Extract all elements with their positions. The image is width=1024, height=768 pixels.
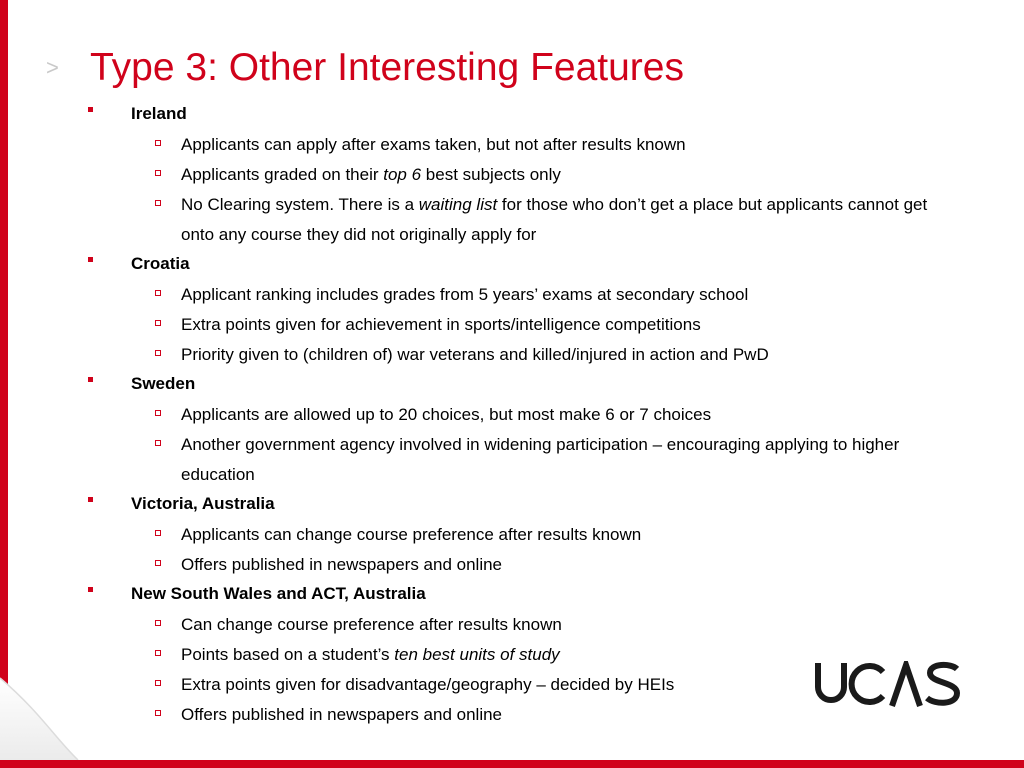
text-segment: Applicant ranking includes grades from 5 years’ exams at secondary school <box>181 285 749 304</box>
section-heading <box>0 580 1024 610</box>
text-segment: Applicants graded on their <box>181 165 384 184</box>
square-bullet-icon <box>88 497 93 502</box>
list-item-text <box>181 520 946 550</box>
list-item-text <box>181 310 946 340</box>
square-bullet-icon <box>88 257 93 262</box>
square-bullet-icon <box>88 587 93 592</box>
text-segment: for those who don’t get a place but applicants cannot get onto any course they did not originally apply for <box>181 195 928 244</box>
text-segment: Priority given to (children of) war veterans and killed/injured in action and PwD <box>181 345 769 364</box>
text-segment: Points based on a student’s <box>181 645 395 664</box>
square-bullet-icon <box>88 377 93 382</box>
bullet-list <box>0 100 1024 730</box>
list-item-text <box>181 340 946 370</box>
section-label: Ireland <box>131 104 187 123</box>
emphasis-text: ten best units of study <box>394 645 560 664</box>
list-item-text <box>181 610 946 640</box>
ucas-logo <box>814 661 964 712</box>
section-heading <box>0 490 1024 520</box>
list-item <box>0 610 1024 640</box>
text-segment: Applicants can change course preference after results known <box>181 525 642 544</box>
text-segment: Another government agency involved in widening participation – encouraging applying to higher education <box>181 435 900 484</box>
section-label: New South Wales and ACT, Australia <box>131 584 426 603</box>
text-segment: Extra points given for achievement in sports/intelligence competitions <box>181 315 701 334</box>
text-segment: Offers published in newspapers and online <box>181 555 503 574</box>
hollow-square-bullet-icon <box>155 440 161 446</box>
text-segment: Can change course preference after results known <box>181 615 562 634</box>
section-heading <box>0 100 1024 130</box>
list-item <box>0 130 1024 160</box>
square-bullet-icon <box>88 107 93 112</box>
list-item-text <box>181 550 946 580</box>
hollow-square-bullet-icon <box>155 410 161 416</box>
list-item-text <box>181 400 946 430</box>
list-item <box>0 520 1024 550</box>
list-item-text <box>181 190 946 250</box>
chevron-right-icon: > <box>46 55 59 80</box>
text-segment: Offers published in newspapers and online <box>181 705 503 724</box>
text-segment: Applicants are allowed up to 20 choices, but most make 6 or 7 choices <box>181 405 712 424</box>
text-segment: No Clearing system. There is a <box>181 195 419 214</box>
title-row <box>46 44 684 92</box>
hollow-square-bullet-icon <box>155 650 161 656</box>
emphasis-text: waiting list <box>418 195 498 214</box>
list-item-text <box>181 130 946 160</box>
list-item <box>0 310 1024 340</box>
list-item-text <box>181 430 946 490</box>
hollow-square-bullet-icon <box>155 320 161 326</box>
hollow-square-bullet-icon <box>155 560 161 566</box>
section-heading <box>0 370 1024 400</box>
section-label: Victoria, Australia <box>131 494 275 513</box>
hollow-square-bullet-icon <box>155 350 161 356</box>
hollow-square-bullet-icon <box>155 170 161 176</box>
hollow-square-bullet-icon <box>155 140 161 146</box>
text-segment: Applicants can apply after exams taken, but not after results known <box>181 135 686 154</box>
hollow-square-bullet-icon <box>155 290 161 296</box>
list-item <box>0 280 1024 310</box>
list-item <box>0 160 1024 190</box>
hollow-square-bullet-icon <box>155 530 161 536</box>
emphasis-text: top 6 <box>383 165 422 184</box>
list-item <box>0 550 1024 580</box>
hollow-square-bullet-icon <box>155 710 161 716</box>
list-item-text <box>181 280 946 310</box>
hollow-square-bullet-icon <box>155 620 161 626</box>
section-label: Sweden <box>131 374 196 393</box>
text-segment: best subjects only <box>421 165 561 184</box>
list-item <box>0 430 1024 490</box>
list-item-text <box>181 160 946 190</box>
list-item <box>0 400 1024 430</box>
hollow-square-bullet-icon <box>155 200 161 206</box>
slide-title: Type 3: Other Interesting Features <box>90 46 684 89</box>
text-segment: Extra points given for disadvantage/geography – decided by HEIs <box>181 675 675 694</box>
section-heading <box>0 250 1024 280</box>
section-label: Croatia <box>131 254 190 273</box>
list-item <box>0 190 1024 250</box>
list-item <box>0 340 1024 370</box>
hollow-square-bullet-icon <box>155 680 161 686</box>
